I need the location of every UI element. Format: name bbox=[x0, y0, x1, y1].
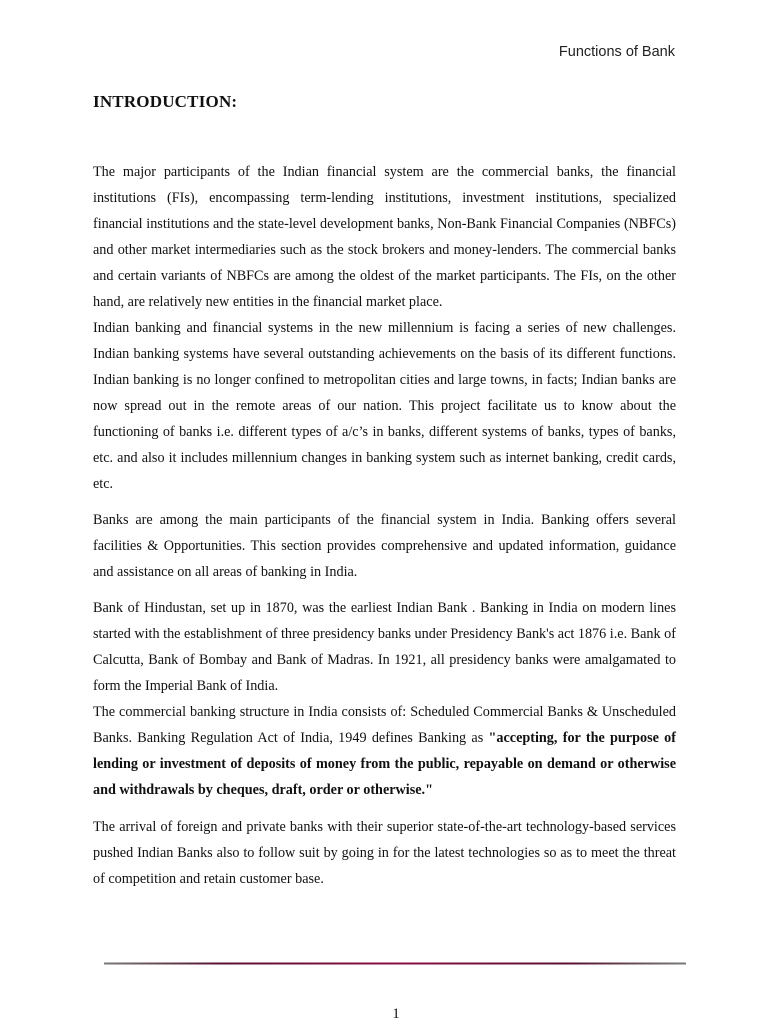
page-number: 1 bbox=[392, 1006, 400, 1022]
footer-rule bbox=[104, 962, 686, 965]
paragraph-history: Bank of Hindustan, set up in 1870, was the earliest Indian Bank . Banking in India on modern lines started with the establishment of three presidency banks under Presidency Bank's act 1876 i.e. Bank of Calcutta, Bank of Bombay and Bank of Madras. In 1921, all presidency banks were amalgamated to form the Imperial Bank of India. bbox=[93, 600, 676, 694]
paragraph-challenges: Indian banking and financial systems in the new millennium is facing a series of new challenges. Indian banking systems have several outstanding achievements on the basis of its different functions. Indian banking is no longer confined to metropolitan cities and large towns, in facts; Indian banks are now spread out in the remote areas of our nation. This project facilitate us to know about the functioning of banks i.e. different types of a/c’s in banks, different systems of banks, types of banks, etc. and also it includes millennium changes in banking system such as internet banking, credit cards, etc. bbox=[93, 320, 676, 492]
paragraph-structure bbox=[93, 699, 676, 803]
section-heading: INTRODUCTION: bbox=[93, 92, 238, 111]
paragraph-participants: The major participants of the Indian financial system are the commercial banks, the financial institutions (FIs), encompassing term-lending institutions, investment institutions, specialized financial institutions and the state-level development banks, Non-Bank Financial Companies (NBFCs) and other market intermediaries such as the stock brokers and money-lenders. The commercial banks and certain variants of NBFCs are among the oldest of the market participants. The FIs, on the other hand, are relatively new entities in the financial market place. bbox=[93, 164, 676, 310]
running-header: Functions of Bank bbox=[558, 44, 675, 60]
paragraph-technology: The arrival of foreign and private banks with their superior state-of-the-art technology-based services pushed Indian Banks also to follow suit by going in for the latest technologies so as to meet the threat of competition and retain customer base. bbox=[93, 819, 676, 887]
footer-rule-graphic bbox=[104, 962, 686, 965]
banking-definition: "accepting, for the purpose of lending or investment of deposits of money from the public, repayable on demand or otherwise and withdrawals by cheques, draft, order or otherwise." bbox=[93, 730, 676, 798]
structure-text: The commercial banking structure in India consists of: Scheduled Commercial Banks & Unscheduled Banks. Banking Regulation Act of India, 1949 defines Banking as bbox=[93, 704, 676, 746]
paragraph-facilities: Banks are among the main participants of the financial system in India. Banking offers several facilities & Opportunities. This section provides comprehensive and updated information, guidance and assistance on all areas of banking in India. bbox=[93, 512, 676, 580]
body-text bbox=[93, 159, 676, 892]
